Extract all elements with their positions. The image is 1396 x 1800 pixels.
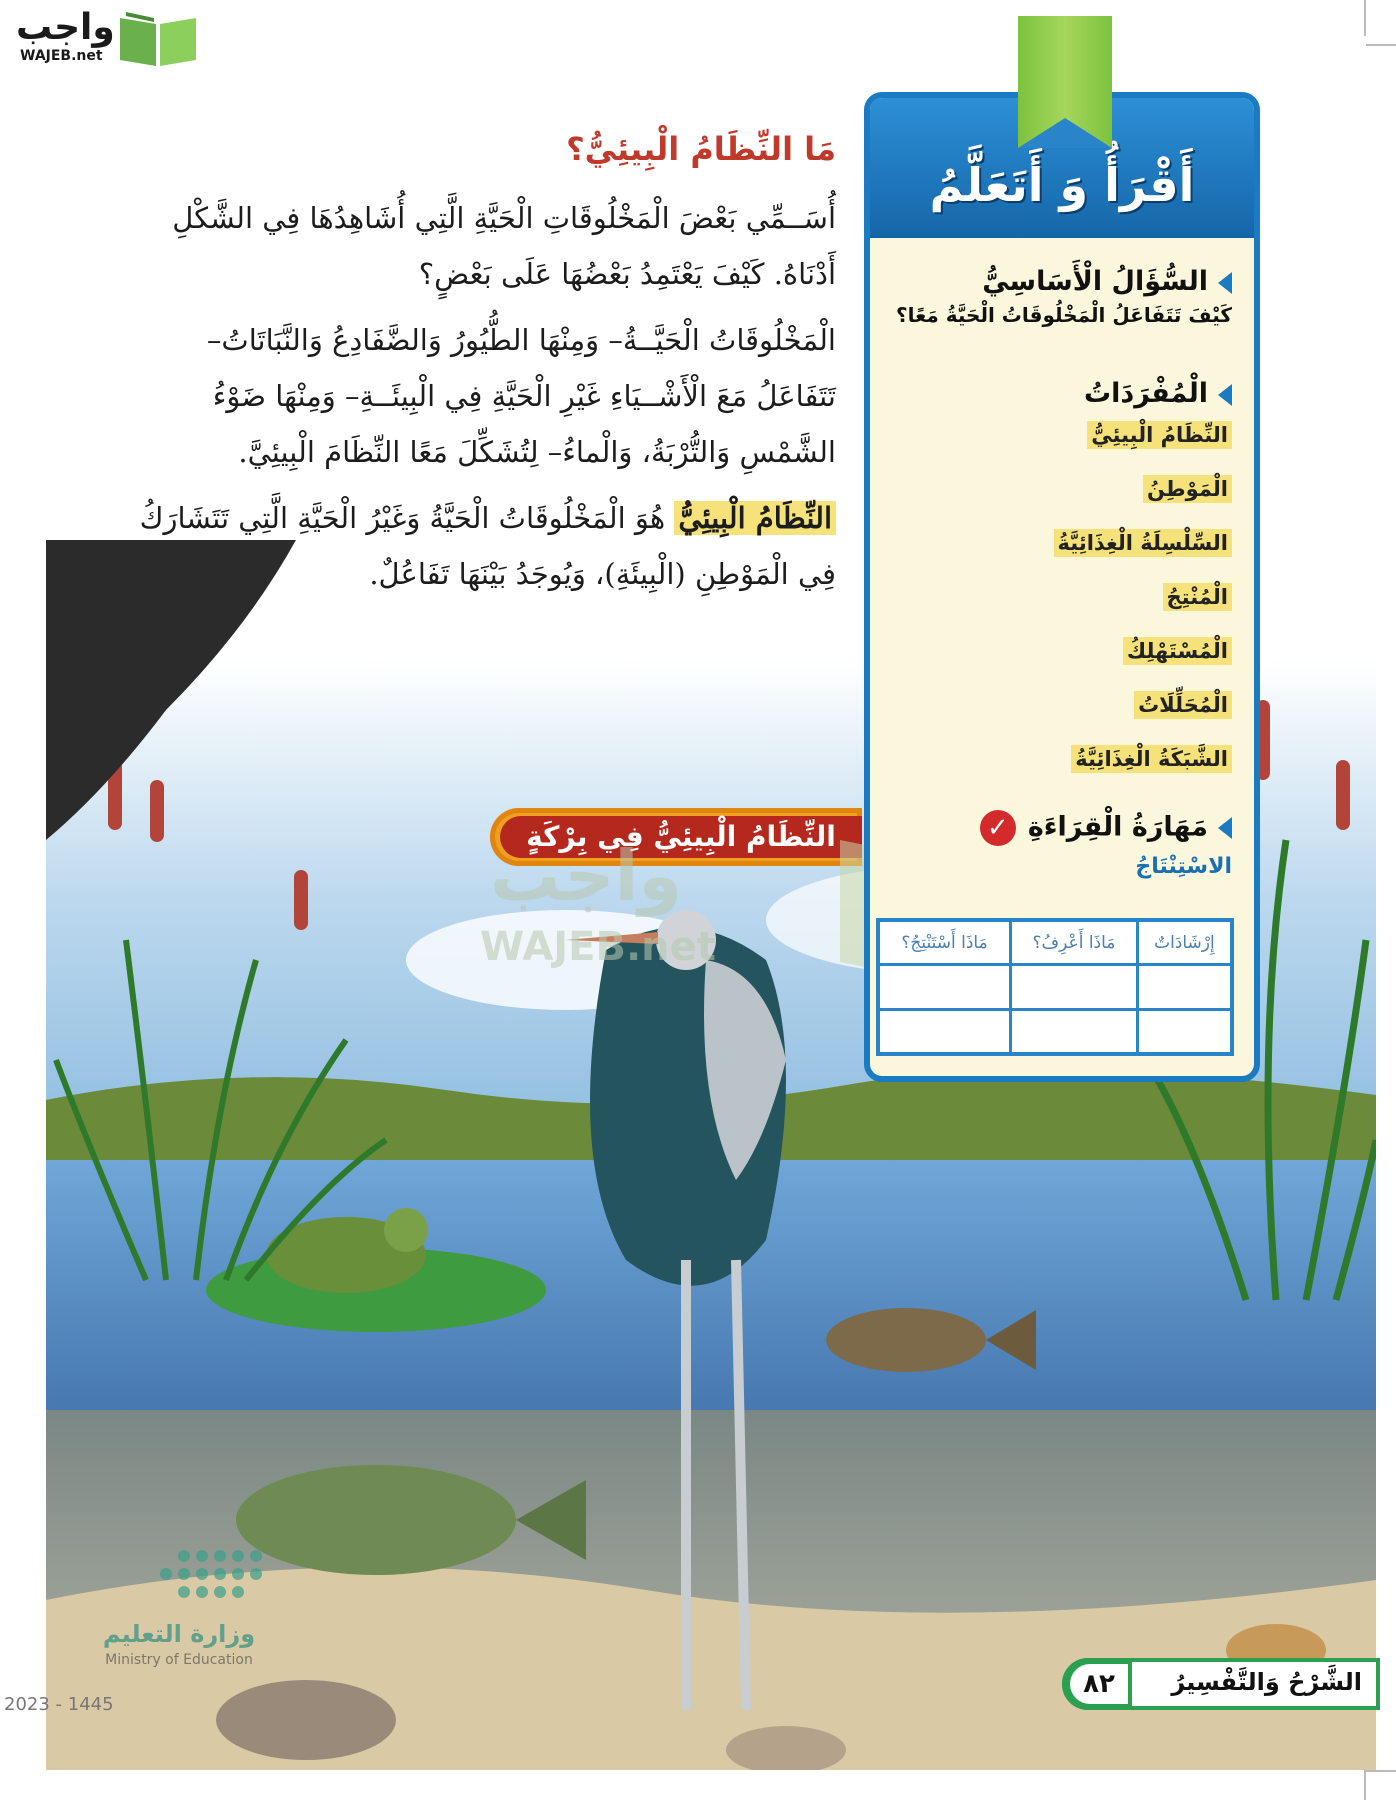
definition-paragraph [120, 490, 836, 602]
ministry-logo [74, 1536, 284, 1686]
watermark-subtext: WAJEB.net [480, 924, 716, 970]
definition-text: هُوَ الْمَخْلُوقَاتُ الْحَيَّةُ وَغَيْرُ الْحَيَّةِ الَّتِي تَتَشَارَكُ فِي الْمَوْطِنِ (الْبِيئَةِ)، وَيُوجَدُ بَيْنَهَا تَفَاعُلٌ. [139, 501, 836, 591]
page-number-tab [1062, 1658, 1132, 1710]
site-logo [10, 6, 190, 66]
footer-section-label: الشَّرْحُ وَالتَّفْسِيرُ [1171, 1668, 1362, 1696]
ministry-emblem-icon [74, 1536, 284, 1620]
table-cell[interactable] [1137, 1009, 1232, 1054]
table-cell[interactable] [1011, 1009, 1138, 1054]
logo-subtext: WAJEB.net [20, 48, 103, 64]
inference-table [876, 918, 1234, 1056]
triangle-bullet-icon [1218, 817, 1232, 839]
definition-term: النِّظَامُ الْبِيئِيُّ [674, 501, 836, 535]
vocab-term: الْمُنْتِجُ [1163, 583, 1232, 611]
reading-skill-heading: مَهَارَةُ الْقِرَاءَةِ✓ [892, 810, 1232, 846]
intro-paragraph: أُسَــمِّي بَعْضَ الْمَخْلُوقَاتِ الْحَيَّةِ الَّتِي أُشَاهِدُهَا فِي الشَّكْلِ أَدْنَاهُ. كَيْفَ يَعْتَمِدُ بَعْضُهَا عَلَى بَعْضٍ؟ [172, 201, 836, 291]
essential-question-text: كَيْفَ تَتَفَاعَلُ الْمَخْلُوقَاتُ الْحَيَّةُ مَعًا؟ [895, 303, 1232, 327]
card-ribbon-notch [1018, 118, 1112, 148]
vocab-term: الْمَوْطِنُ [1143, 475, 1232, 503]
table-row [878, 1009, 1232, 1054]
ministry-name-arabic: وزارة التعليم [102, 1620, 256, 1648]
vocab-term: الشَّبَكَةُ الْغِذَائِيَّةُ [1071, 745, 1232, 773]
vocab-term: الْمُحَلِّلَاتُ [1134, 691, 1232, 719]
main-text-column [120, 130, 836, 612]
reading-skill-name: الاسْتِنْتَاجُ [1135, 854, 1232, 879]
vocab-term: الْمُسْتَهْلِكُ [1123, 637, 1232, 665]
page-footer [1062, 1658, 1380, 1710]
essential-question-heading: السُّؤَالُ الْأَسَاسِيُّ [892, 266, 1232, 297]
checkmark-icon: ✓ [980, 810, 1016, 846]
explanation-paragraph: الْمَخْلُوقَاتُ الْحَيَّــةُ– وَمِنْهَا الطُّيُورُ وَالضَّفَادِعُ وَالنَّبَاتَاتُ– تَتَفَاعَلُ مَعَ الْأَشْــيَاءِ غَيْرِ الْحَيَّةِ فِي الْبِيئَــةِ– وَمِنْهَا ضَوْءُ الشَّمْسِ وَالتُّرْبَةُ، وَالْماءُ– لِتُشَكِّلَ مَعًا النِّظَامَ الْبِيئِيَّ. [206, 323, 836, 469]
card-title: أَقْرَأُ وَ أَتَعَلَّمُ [929, 158, 1195, 212]
ministry-year: 2023 - 1445 [4, 1694, 114, 1715]
book-icon [118, 10, 198, 68]
ministry-name-english: Ministry of Education [105, 1652, 253, 1668]
reading-skill-section [892, 810, 1232, 879]
logo-text: واجب [16, 7, 115, 48]
scene-caption-label: النِّظَامُ الْبِيئِيُّ فِي بِرْكَةٍ [500, 816, 862, 858]
triangle-bullet-icon [1218, 384, 1232, 406]
table-cell[interactable] [878, 1009, 1011, 1054]
essential-question-section [892, 266, 1232, 327]
table-header: إِرْشَادَاتٌ [1137, 920, 1232, 965]
watermark-text: واجب [490, 835, 683, 917]
table-header: مَاذَا أَعْرِفُ؟ [1011, 920, 1138, 965]
table-row [878, 965, 1232, 1009]
vocab-term: السِّلْسِلَةُ الْغِذَائِيَّةُ [1054, 529, 1232, 557]
table-cell[interactable] [878, 965, 1011, 1009]
table-cell[interactable] [1137, 965, 1232, 1009]
page-number: ٨٢ [1070, 1664, 1128, 1704]
vocabulary-heading: الْمُفْرَدَاتُ [892, 378, 1232, 409]
vocab-term: النِّظَامُ الْبِيئِيُّ [1087, 421, 1232, 449]
triangle-bullet-icon [1218, 272, 1232, 294]
table-header: مَاذَا أَسْتَنْتِجُ؟ [878, 920, 1011, 965]
vocabulary-section [892, 378, 1232, 799]
table-cell[interactable] [1011, 965, 1138, 1009]
section-title: مَا النِّظَامُ الْبِيئِيُّ؟ [566, 130, 836, 168]
